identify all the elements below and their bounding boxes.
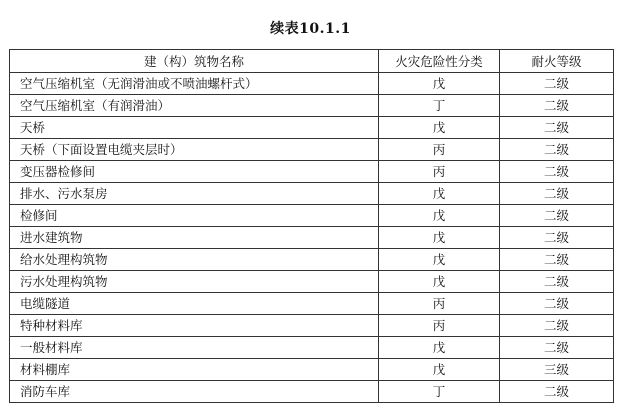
fire-hazard-class-cell: 戊 (379, 227, 500, 249)
fire-hazard-class-cell: 丙 (379, 315, 500, 337)
building-name-cell: 变压器检修间 (10, 161, 379, 183)
fire-classification-table (9, 49, 614, 403)
building-name-cell: 消防车库 (10, 381, 379, 403)
fire-hazard-class-cell: 戊 (379, 117, 500, 139)
fire-hazard-class-cell: 戊 (379, 73, 500, 95)
fire-resistance-rating-cell: 二级 (500, 161, 614, 183)
table-row (10, 381, 614, 403)
fire-hazard-class-cell: 戊 (379, 337, 500, 359)
table-row (10, 315, 614, 337)
header-building-name: 建（构）筑物名称 (10, 50, 379, 73)
building-name-cell: 污水处理构筑物 (10, 271, 379, 293)
building-name-cell: 进水建筑物 (10, 227, 379, 249)
fire-resistance-rating-cell: 二级 (500, 95, 614, 117)
fire-resistance-rating-cell: 二级 (500, 293, 614, 315)
fire-hazard-class-cell: 戊 (379, 271, 500, 293)
building-name-cell: 检修间 (10, 205, 379, 227)
table-row (10, 161, 614, 183)
fire-resistance-rating-cell: 二级 (500, 227, 614, 249)
fire-resistance-rating-cell: 二级 (500, 381, 614, 403)
building-name-cell: 一般材料库 (10, 337, 379, 359)
fire-hazard-class-cell: 丁 (379, 95, 500, 117)
table-row (10, 205, 614, 227)
fire-resistance-rating-cell: 二级 (500, 139, 614, 161)
fire-hazard-class-cell: 丙 (379, 293, 500, 315)
building-name-cell: 给水处理构筑物 (10, 249, 379, 271)
building-name-cell: 空气压缩机室（有润滑油） (10, 95, 379, 117)
table-row (10, 293, 614, 315)
fire-resistance-rating-cell: 二级 (500, 73, 614, 95)
fire-hazard-class-cell: 戊 (379, 359, 500, 381)
fire-hazard-class-cell: 戊 (379, 249, 500, 271)
building-name-cell: 特种材料库 (10, 315, 379, 337)
fire-hazard-class-cell: 丁 (379, 381, 500, 403)
table-row (10, 95, 614, 117)
header-fire-hazard-class: 火灾危险性分类 (379, 50, 500, 73)
table-row (10, 227, 614, 249)
fire-resistance-rating-cell: 二级 (500, 183, 614, 205)
building-name-cell: 电缆隧道 (10, 293, 379, 315)
building-name-cell: 天桥 (10, 117, 379, 139)
table-row (10, 183, 614, 205)
table-row (10, 117, 614, 139)
building-name-cell: 排水、污水泵房 (10, 183, 379, 205)
fire-hazard-class-cell: 丙 (379, 139, 500, 161)
table-row (10, 359, 614, 381)
table-row (10, 337, 614, 359)
building-name-cell: 天桥（下面设置电缆夹层时） (10, 139, 379, 161)
fire-hazard-class-cell: 丙 (379, 161, 500, 183)
building-name-cell: 空气压缩机室（无润滑油或不喷油螺杆式） (10, 73, 379, 95)
fire-resistance-rating-cell: 二级 (500, 205, 614, 227)
fire-resistance-rating-cell: 二级 (500, 337, 614, 359)
table-row (10, 139, 614, 161)
header-fire-resistance-rating: 耐火等级 (500, 50, 614, 73)
table-row (10, 249, 614, 271)
fire-hazard-class-cell: 戊 (379, 183, 500, 205)
fire-hazard-class-cell: 戊 (379, 205, 500, 227)
table-row (10, 271, 614, 293)
table-row (10, 73, 614, 95)
fire-resistance-rating-cell: 二级 (500, 117, 614, 139)
fire-resistance-rating-cell: 二级 (500, 315, 614, 337)
table-title: 续表10.1.1 (270, 21, 351, 37)
table-header-row (10, 50, 614, 73)
building-name-cell: 材料棚库 (10, 359, 379, 381)
fire-resistance-rating-cell: 三级 (500, 359, 614, 381)
fire-resistance-rating-cell: 二级 (500, 249, 614, 271)
fire-resistance-rating-cell: 二级 (500, 271, 614, 293)
